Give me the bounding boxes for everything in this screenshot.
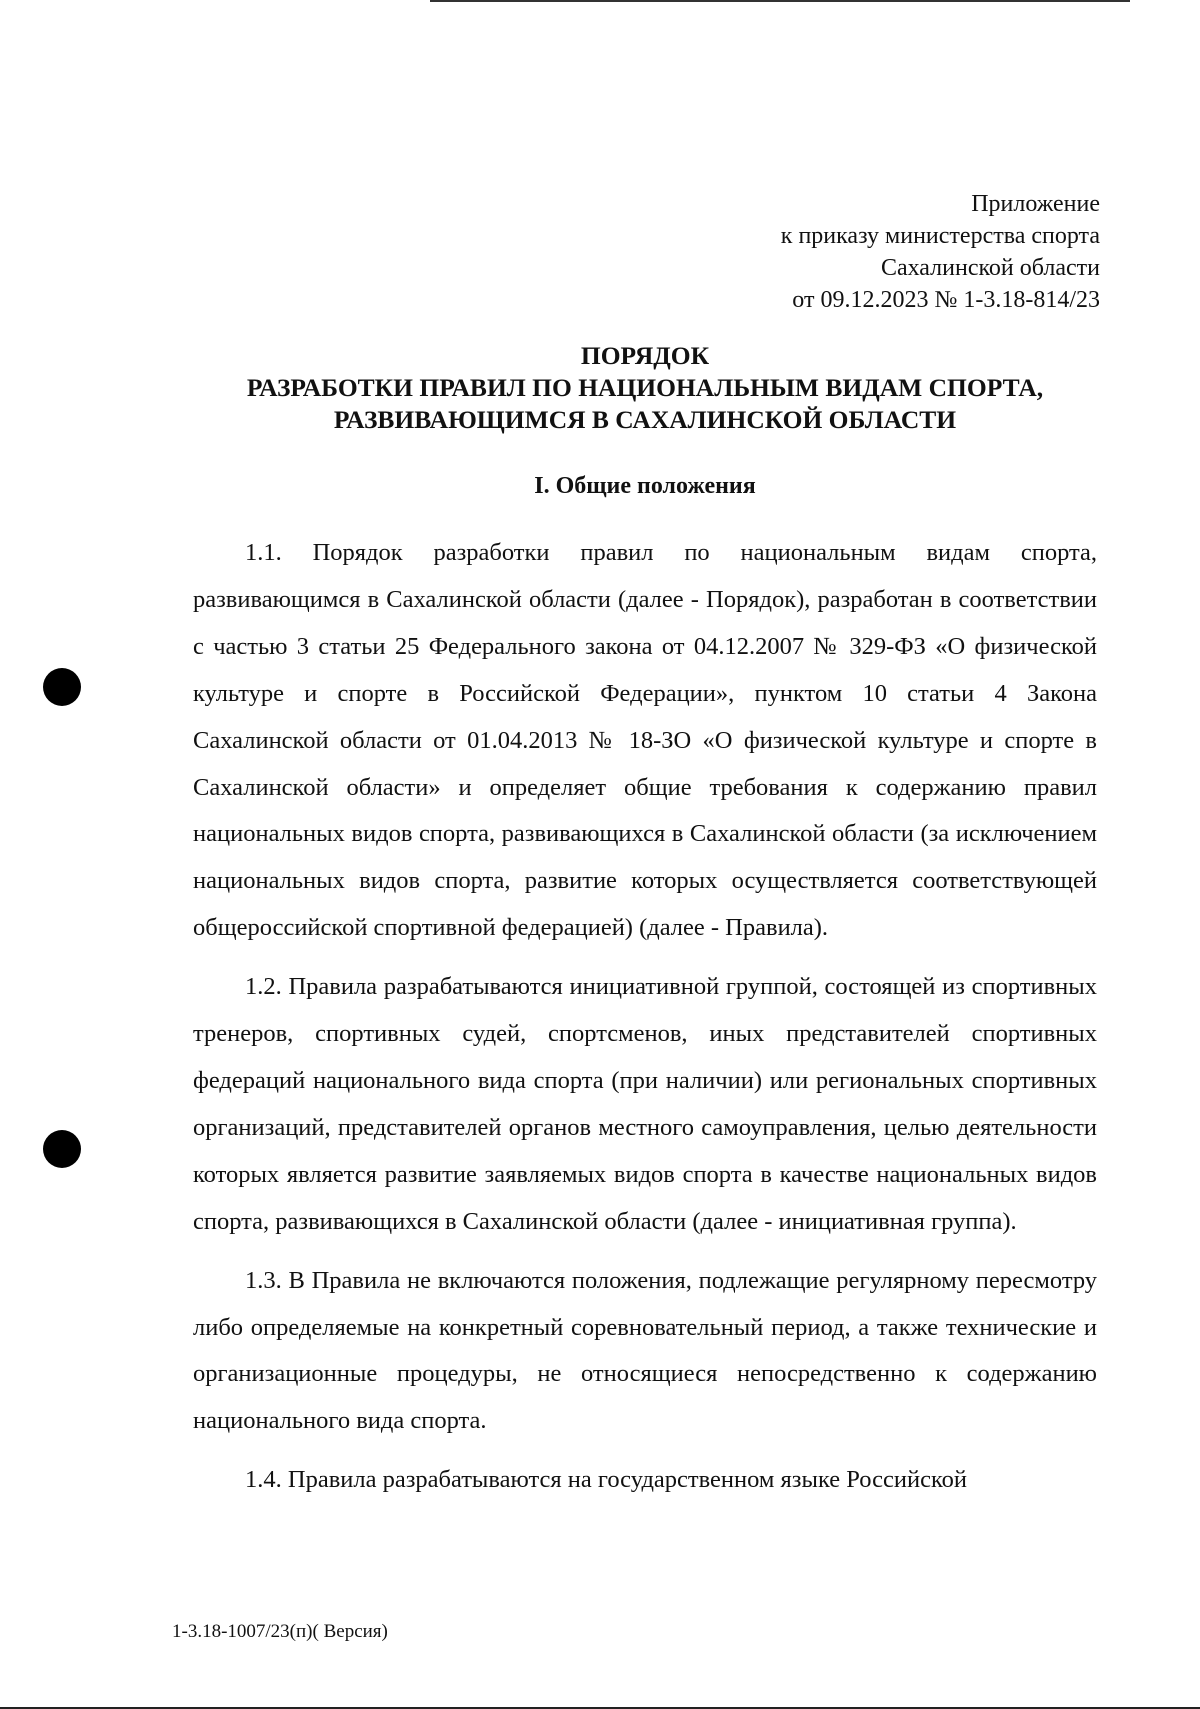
title-line: РАЗВИВАЮЩИМСЯ В САХАЛИНСКОЙ ОБЛАСТИ [333,405,957,434]
appendix-line: Сахалинской области [880,255,1100,281]
punch-hole-mark [43,668,81,706]
document-code: 1-3.18-1007/23(п)( Версия) [172,1621,388,1642]
section-heading: I. Общие положения [534,473,756,499]
appendix-block [580,188,1100,316]
appendix-line: от 09.12.2023 № 1-3.18-814/23 [792,287,1100,313]
punch-hole-mark [43,1130,81,1168]
appendix-line: Приложение [971,191,1100,217]
title-line: РАЗРАБОТКИ ПРАВИЛ ПО НАЦИОНАЛЬНЫМ ВИДАМ СПОРТА, [246,373,1044,402]
document-title [190,340,1100,436]
scan-edge-top [430,0,1130,2]
document-body [193,530,1097,1516]
appendix-line: к приказу министерства спорта [780,223,1100,249]
paragraph-1-4: 1.4. Правила разрабатываются на государственном языке Российской [245,1466,967,1494]
paragraph-1-3: 1.3. В Правила не включаются положения, подлежащие регулярному пересмотру либо определяемые на конкретный соревновательный период, а также технические и организационные процедуры, не относящиеся непосредственно к содержанию национального вида спорта. [193,1266,1097,1435]
paragraph-1-2: 1.2. Правила разрабатываются инициативной группой, состоящей из спортивных тренеров, спортивных судей, спортсменов, иных представителей спортивных федераций национального вида спорта (при наличии) или региональных спортивных организаций, представителей органов местного самоуправления, целью деятельности которых является развитие заявляемых видов спорта в качестве национальных видов спорта, развивающихся в Сахалинской области (далее - инициативная группа). [193,973,1097,1235]
paragraph-1-1: 1.1. Порядок разработки правил по национальным видам спорта, развивающимся в Сахалинской области (далее - Порядок), разработан в соответствии с частью 3 статьи 25 Федерального закона от 04.12.2007 № 329-ФЗ «О физической культуре и спорте в Российской Федерации», пунктом 10 статьи 4 Закона Сахалинской области от 01.04.2013 № 18-ЗО «О физической культуре и спорте в Сахалинской области» и определяет общие требования к содержанию правил национальных видов спорта, развивающихся в Сахалинской области (за исключением национальных видов спорта, развитие которых осуществляется соответствующей общероссийской спортивной федерацией) (далее - Правила). [193,539,1097,942]
title-line: ПОРЯДОК [580,341,710,370]
